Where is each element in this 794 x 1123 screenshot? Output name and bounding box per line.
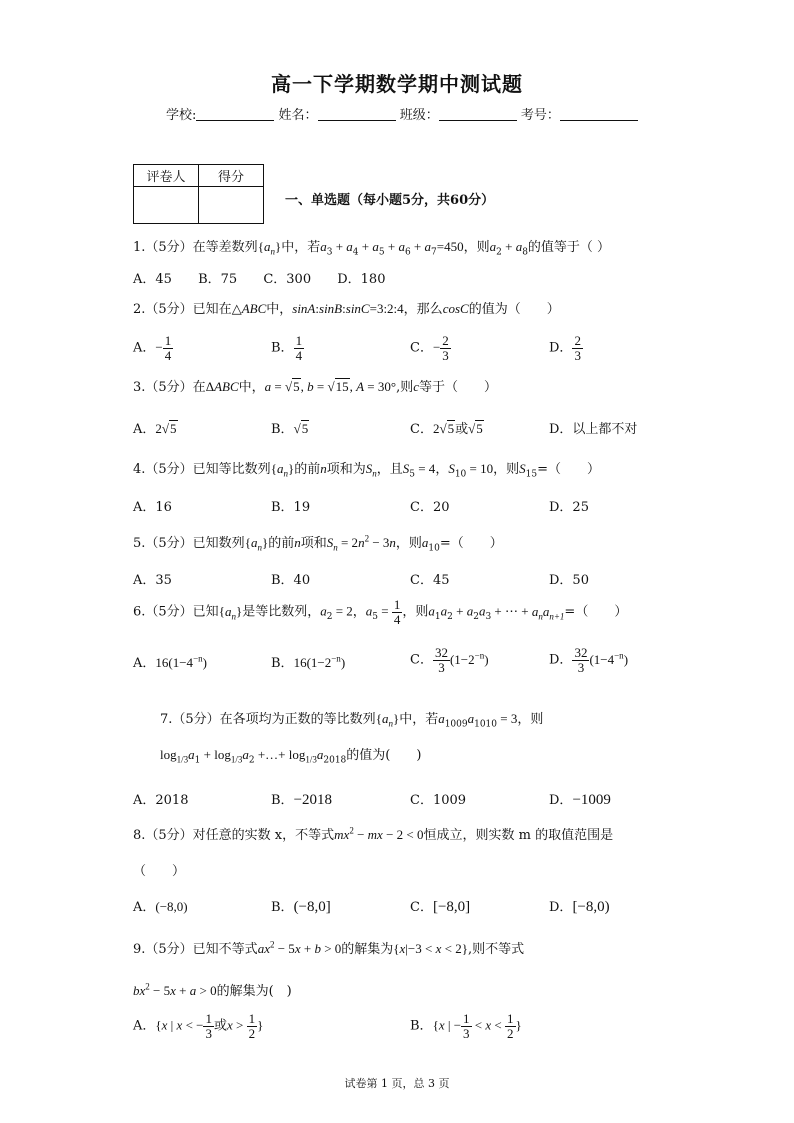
option-c[interactable]: C．300	[263, 272, 312, 287]
option-c[interactable]: C．1009	[410, 793, 467, 808]
question-1-options	[133, 268, 385, 287]
question-7: 7.（5分）在各项均为正数的等比数列$\{a_n\}$中，若$a_{1009}a_{1010} = 3$，则	[160, 711, 544, 730]
question-8-line-2: （ ）	[133, 864, 186, 879]
option-c[interactable]: C．45	[410, 573, 450, 588]
option-b[interactable]: B． $\frac{1}{4}$	[271, 333, 303, 363]
question-4: 4.（5分）已知等比数列$\{a_n\}$的前n项和为$S_n$，且$S_5 = 4$，$S_{10} = 10$，则$S_{15}=$（ ）	[133, 461, 600, 480]
section-heading: 一、单选题（每小题5分，共60分）	[285, 193, 495, 208]
score-header: 得分	[199, 165, 264, 187]
option-a[interactable]: A．45	[133, 272, 172, 287]
option-b[interactable]: B．19	[271, 500, 311, 515]
option-b[interactable]: B．75	[198, 272, 238, 287]
school-label: 学校:	[166, 108, 197, 123]
class-label: 班级：	[399, 108, 439, 123]
option-d[interactable]: D． $\frac{32}{3}$ $(1-4^{-n})$	[549, 645, 629, 675]
reviewer-cell[interactable]	[134, 187, 199, 224]
option-d[interactable]: D．−1009	[549, 792, 611, 808]
question-1: 1.（5分）在等差数列$\{a_n\}$中，若$a_3 + a_4 + a_5 + a_6 + a_7=450$，则$a_2 + a_8$的值等于（ ）	[133, 239, 611, 258]
option-b[interactable]: B．40	[271, 573, 311, 588]
page-title: 高一下学期数学期中测试题	[271, 72, 523, 96]
option-b[interactable]: B．−2018	[271, 792, 333, 808]
question-3: 3.（5分）在ΔABC中，a = √5, b = √15, A = 30°,则c等于（ ）	[133, 379, 497, 395]
name-label: 姓名：	[278, 108, 318, 123]
student-info-line	[166, 104, 638, 123]
option-b[interactable]: B．(−8,0]	[271, 899, 331, 915]
option-a[interactable]: A．− $\frac{1}{4}$	[133, 333, 172, 363]
option-d[interactable]: D．25	[549, 500, 589, 515]
option-d[interactable]: D．以上都不对	[549, 422, 638, 437]
question-5: 5.（5分）已知数列$\{a_n\}$的前n项和$S_n = 2n^2 - 3n$，则$a_{10}=$（ ）	[133, 533, 503, 554]
question-9-line-2: $bx^2 - 5x + a > 0$的解集为( )	[133, 981, 292, 999]
option-c[interactable]: C．20	[410, 500, 450, 515]
number-blank[interactable]	[560, 108, 638, 121]
option-a[interactable]: A．{x | x < − $\frac{1}{3}$ 或x > $\frac{1}{2}$ }	[133, 1011, 264, 1041]
option-d[interactable]: D．[−8,0)	[549, 899, 610, 915]
question-6: 6.（5分）已知$\{a_n\}$是等比数列，$a_2 = 2$，$a_5$ = $\frac{1}{4}$ ，则$a_1a_2 + a_2a_3$ + ⋯ + $a_na_{n+1}=$（ ）	[133, 597, 628, 627]
option-a[interactable]: A．35	[133, 573, 172, 588]
score-cell[interactable]	[199, 187, 264, 224]
option-b[interactable]: B．{x | − $\frac{1}{3}$ < x < $\frac{1}{2}$ }	[410, 1011, 522, 1041]
option-c[interactable]: C．2√5或√5	[410, 421, 483, 437]
option-d[interactable]: D． $\frac{2}{3}$	[549, 333, 581, 363]
page-footer: 试卷第 1 页，总 3 页	[344, 1077, 450, 1090]
question-8: 8.（5分）对任意的实数 x，不等式$mx^2$ − mx − 2 < 0恒成立，则实数 m 的取值范围是	[133, 825, 614, 843]
option-a[interactable]: A．$16(1-4^{-n})$	[133, 653, 207, 671]
option-a[interactable]: A．(−8,0)	[133, 899, 188, 915]
score-table	[133, 164, 264, 224]
option-d[interactable]: D．50	[549, 573, 589, 588]
question-7-line-2: $\log_{1/3}a_1 + \log_{1/3}a_2$ +…+ $\log_{1/3}a_{2018}$的值为( )	[160, 747, 422, 766]
class-blank[interactable]	[439, 108, 517, 121]
school-blank[interactable]	[196, 108, 274, 121]
option-b[interactable]: B．√5	[271, 421, 309, 437]
option-c[interactable]: C．[−8,0]	[410, 899, 471, 915]
option-c[interactable]: C．− $\frac{2}{3}$	[410, 333, 449, 363]
number-label: 考号：	[520, 108, 560, 123]
option-d[interactable]: D．180	[337, 272, 386, 287]
name-blank[interactable]	[318, 108, 396, 121]
option-b[interactable]: B．$16(1-2^{-n})$	[271, 653, 346, 671]
question-9: 9.（5分）已知不等式$ax^2 - 5x + b > 0$的解集为{x|−3 < x < 2},则不等式	[133, 939, 525, 957]
option-a[interactable]: A．2√5	[133, 421, 177, 437]
option-a[interactable]: A．2018	[133, 793, 189, 808]
reviewer-header: 评卷人	[134, 165, 199, 187]
question-2: 2.（5分）已知在△ABC中，sinA:sinB:sinC=3:2:4，那么cosC的值为（ ）	[133, 301, 560, 317]
option-c[interactable]: C． $\frac{32}{3}$ $(1-2^{-n})$	[410, 645, 489, 675]
option-a[interactable]: A．16	[133, 500, 172, 515]
